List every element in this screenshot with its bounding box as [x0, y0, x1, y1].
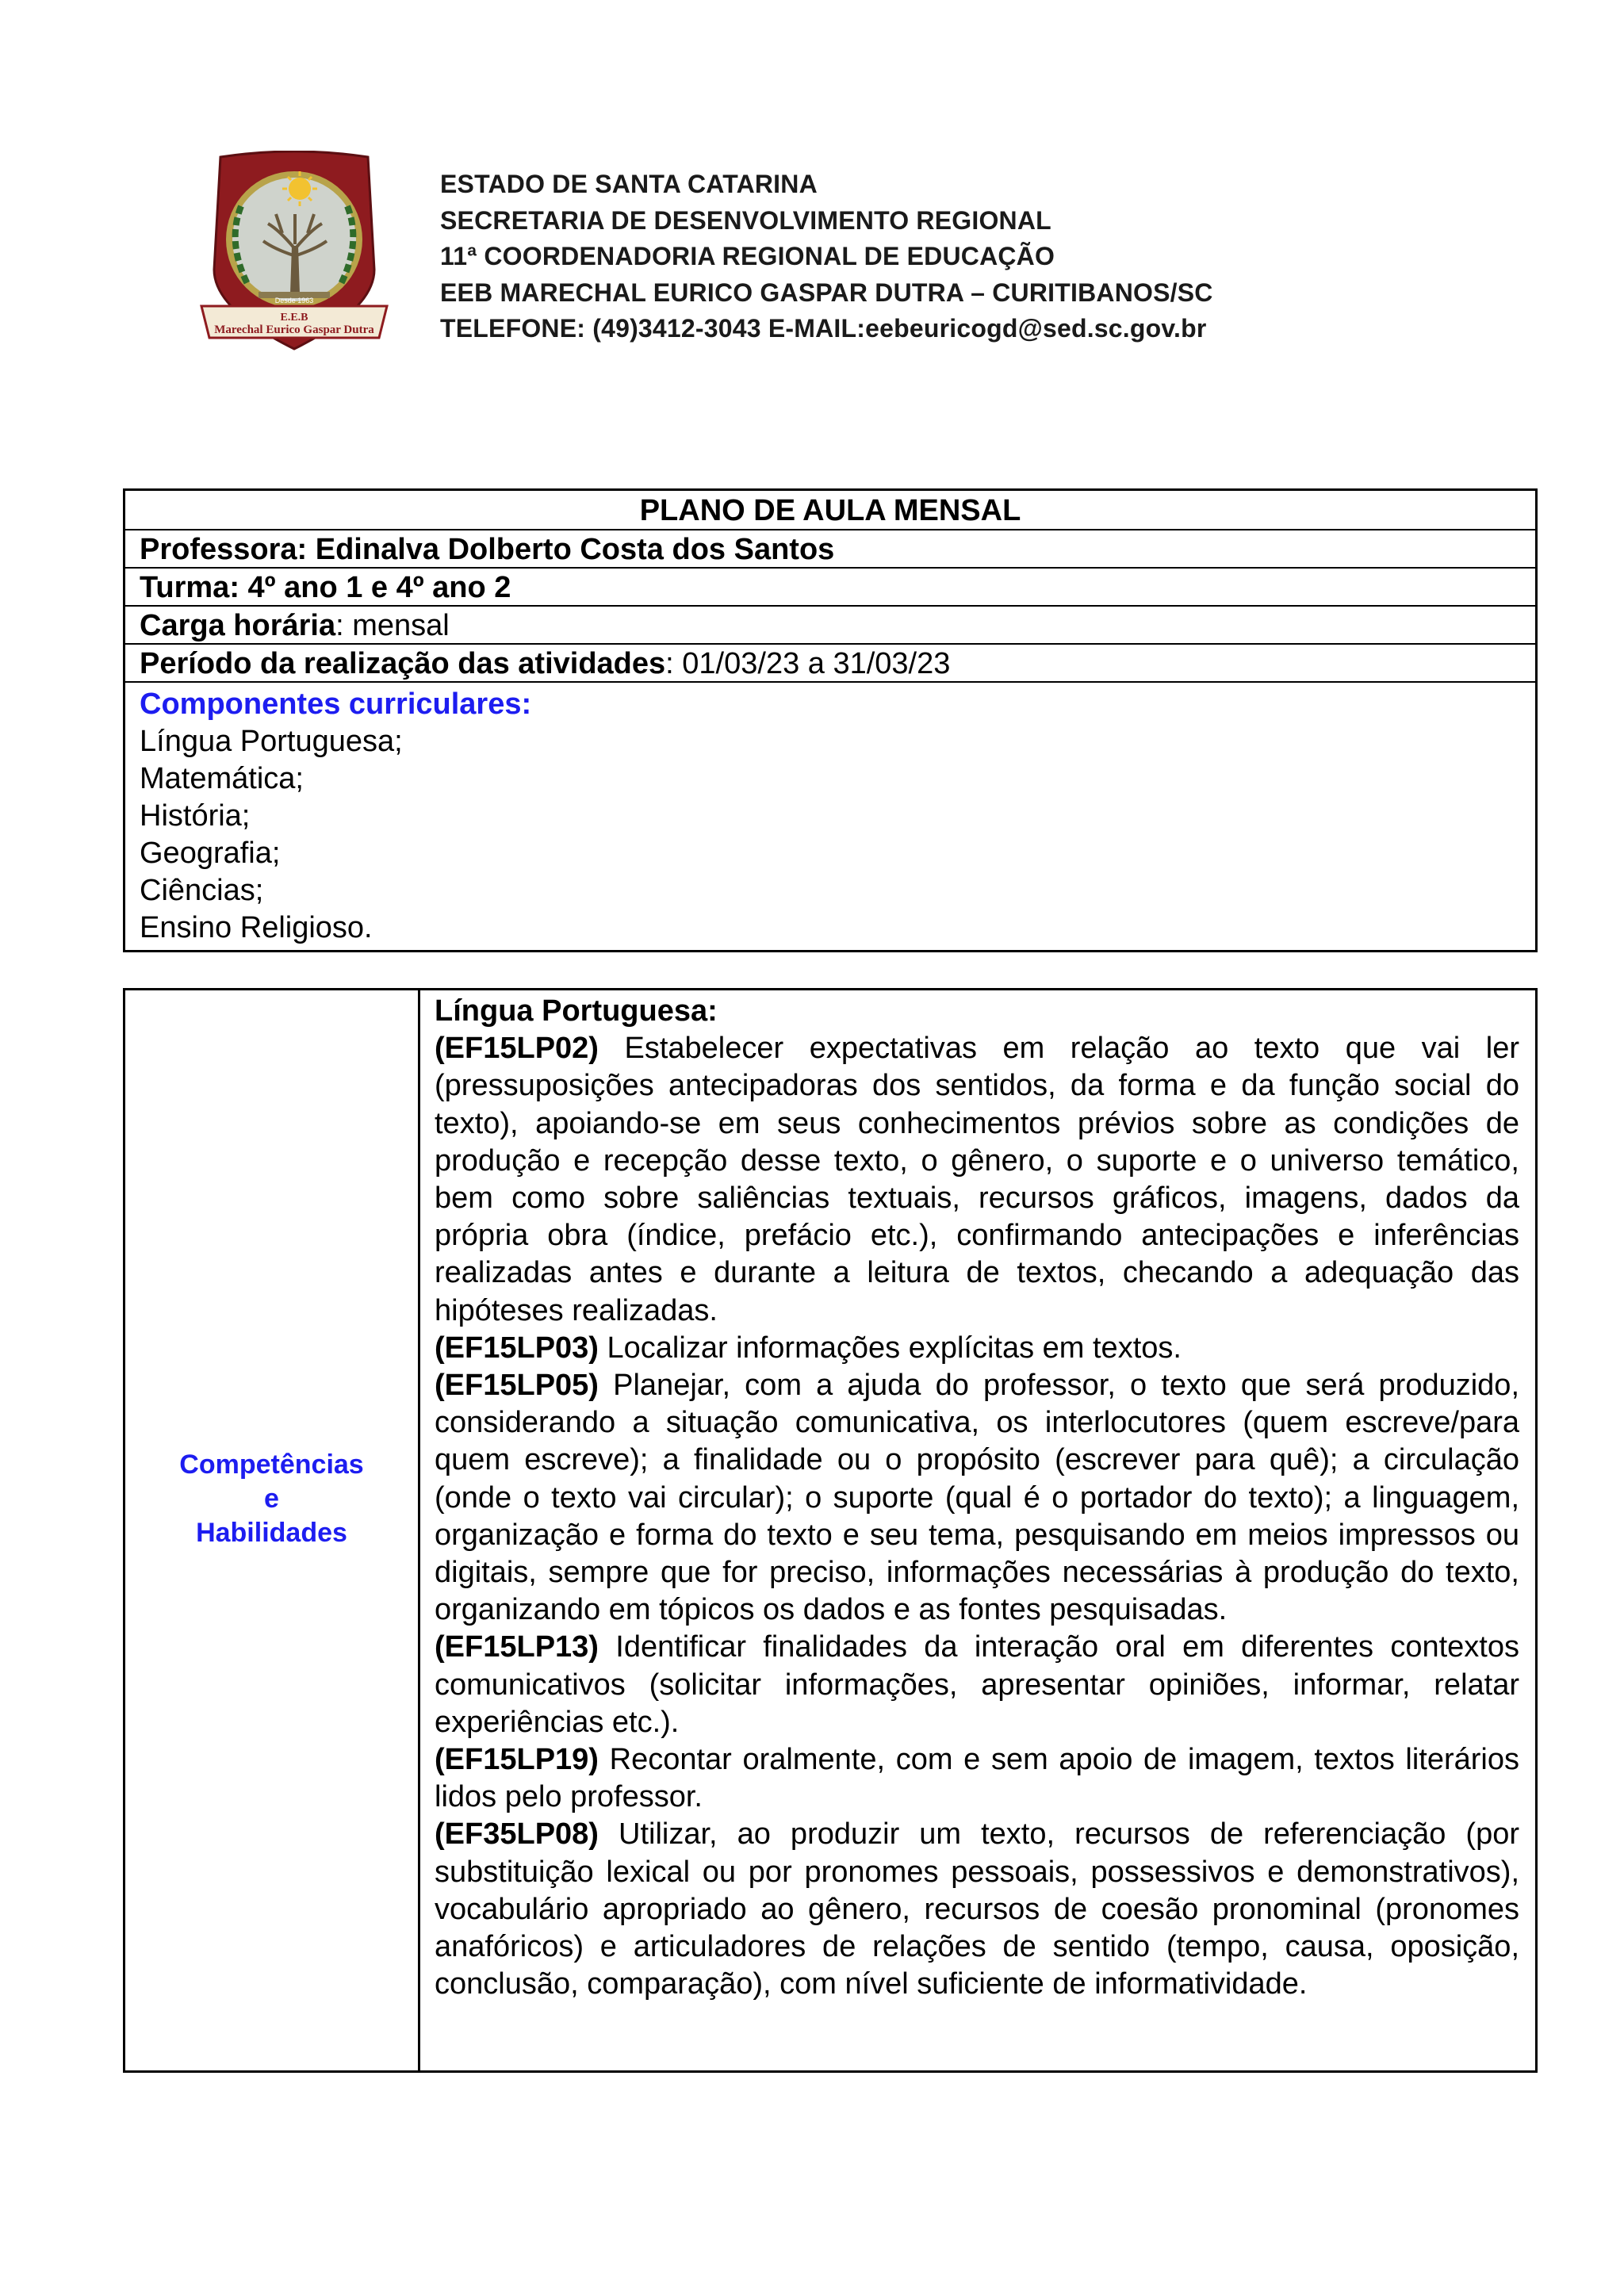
period-value: : 01/03/23 a 31/03/23: [665, 647, 951, 680]
school-crest-icon: [195, 151, 393, 358]
skill-code: (EF35LP08): [435, 1817, 599, 1852]
plan-components: [125, 683, 1535, 950]
skill-text: Utilizar, ao produzir um texto, recursos de referenciação (por substituição lexical ou por pronomes pessoais, possessivos e demonstrativos), vocabulário apropriado ao gênero, recursos de coesão pronominal (pronomes anafóricos) e articuladores de relações de sentido (tempo, causa, oposição, conclusão, comparação), com nível suficiente de informatividade.: [435, 1817, 1519, 2001]
header-line-secretariat: SECRETARIA DE DESENVOLVIMENTO REGIONAL: [440, 205, 1051, 235]
plan-professor: Professora: Edinalva Dolberto Costa dos Santos: [125, 530, 1535, 569]
skills-table: [123, 988, 1538, 2073]
svg-text:Marechal Eurico Gaspar Dutra: Marechal Eurico Gaspar Dutra: [214, 324, 374, 336]
svg-text:Desde 1963: Desde 1963: [274, 297, 314, 304]
header-line-coordination: 11ª COORDENADORIA REGIONAL DE EDUCAÇÃO: [440, 242, 1055, 270]
skill-text: Estabelecer expectativas em relação ao texto que vai ler (pressuposições antecipadoras dos sentidos, da forma e da função social do texto), apoiando-se em seus conhecimentos prévios sobre as condições de produção e recepção desse texto, o gênero, o suporte e o universo temático, bem como sobre saliências textuais, recursos gráficos, imagens, dados da própria obra (índice, prefácio etc.), confirmando antecipações e inferências realizadas antes e durante a leitura de textos, checando a adequação das hipóteses realizadas.: [435, 1032, 1519, 1327]
header-line-state: ESTADO DE SANTA CATARINA: [440, 170, 818, 198]
skills-label-cell: [125, 990, 420, 2070]
skill-code: (EF15LP03): [435, 1331, 599, 1365]
workload-label: Carga horária: [140, 609, 336, 642]
components-heading: Componentes curriculares:: [140, 687, 532, 721]
component-item: História;: [140, 799, 251, 833]
component-item: Geografia;: [140, 837, 281, 870]
plan-period: [125, 645, 1535, 683]
header-line-school: EEB MARECHAL EURICO GASPAR DUTRA – CURITIBANOS/SC: [440, 278, 1213, 307]
component-item: Ensino Religioso.: [140, 911, 373, 944]
skill-code: (EF15LP05): [435, 1369, 599, 1403]
component-item: Matemática;: [140, 762, 304, 795]
skill-code: (EF15LP13): [435, 1630, 599, 1664]
skills-content-cell: [420, 990, 1535, 2070]
skill-item: [435, 1741, 1519, 1816]
component-item: Ciências;: [140, 874, 264, 907]
svg-text:E.E.B: E.E.B: [280, 312, 308, 324]
skill-text: Identificar finalidades da interação oral em diferentes contextos comunicativos (solicitar informações, apresentar opiniões, informar, relatar experiências etc.).: [435, 1630, 1519, 1739]
plan-table: [123, 488, 1538, 952]
skill-code: (EF15LP19): [435, 1743, 599, 1777]
period-label: Período da realização das atividades: [140, 647, 666, 680]
plan-workload: [125, 607, 1535, 645]
skill-item: [435, 1816, 1519, 2003]
skill-code: (EF15LP02): [435, 1032, 599, 1066]
skills-label-line: Habilidades: [196, 1517, 347, 1548]
skills-label-line: e: [264, 1483, 279, 1514]
skill-text: Planejar, com a ajuda do professor, o texto que será produzido, considerando a situação comunicativa, os interlocutores (quem escreve/para quem escreve); a finalidade ou o propósito (escrever para quê); a circulação (onde o texto vai circular); o suporte (qual é o portador do texto); a linguagem, organização e forma do texto e seu tema, pesquisando em meios impressos ou digitais, sempre que for preciso, informações necessárias à produção do texto, organizando em tópicos os dados e as fontes pesquisadas.: [435, 1369, 1519, 1627]
skill-text: Localizar informações explícitas em textos.: [598, 1331, 1182, 1365]
skill-item: [435, 1367, 1519, 1629]
institution-header: [440, 167, 1213, 347]
plan-title: PLANO DE AULA MENSAL: [125, 491, 1535, 530]
skill-item: [435, 1330, 1519, 1367]
skill-text: Recontar oralmente, com e sem apoio de imagem, textos literários lidos pelo professor.: [435, 1743, 1519, 1814]
skill-item: [435, 1629, 1519, 1741]
component-item: Língua Portuguesa;: [140, 725, 403, 758]
plan-class: Turma: 4º ano 1 e 4º ano 2: [125, 569, 1535, 607]
header-line-contact: TELEFONE: (49)3412-3043 E-MAIL:eebeuricogd@sed.sc.gov.br: [440, 314, 1207, 343]
workload-value: : mensal: [335, 609, 450, 642]
skill-item: [435, 1030, 1519, 1330]
skills-label-line: Competências: [179, 1449, 364, 1480]
subject-heading: Língua Portuguesa:: [435, 994, 718, 1028]
